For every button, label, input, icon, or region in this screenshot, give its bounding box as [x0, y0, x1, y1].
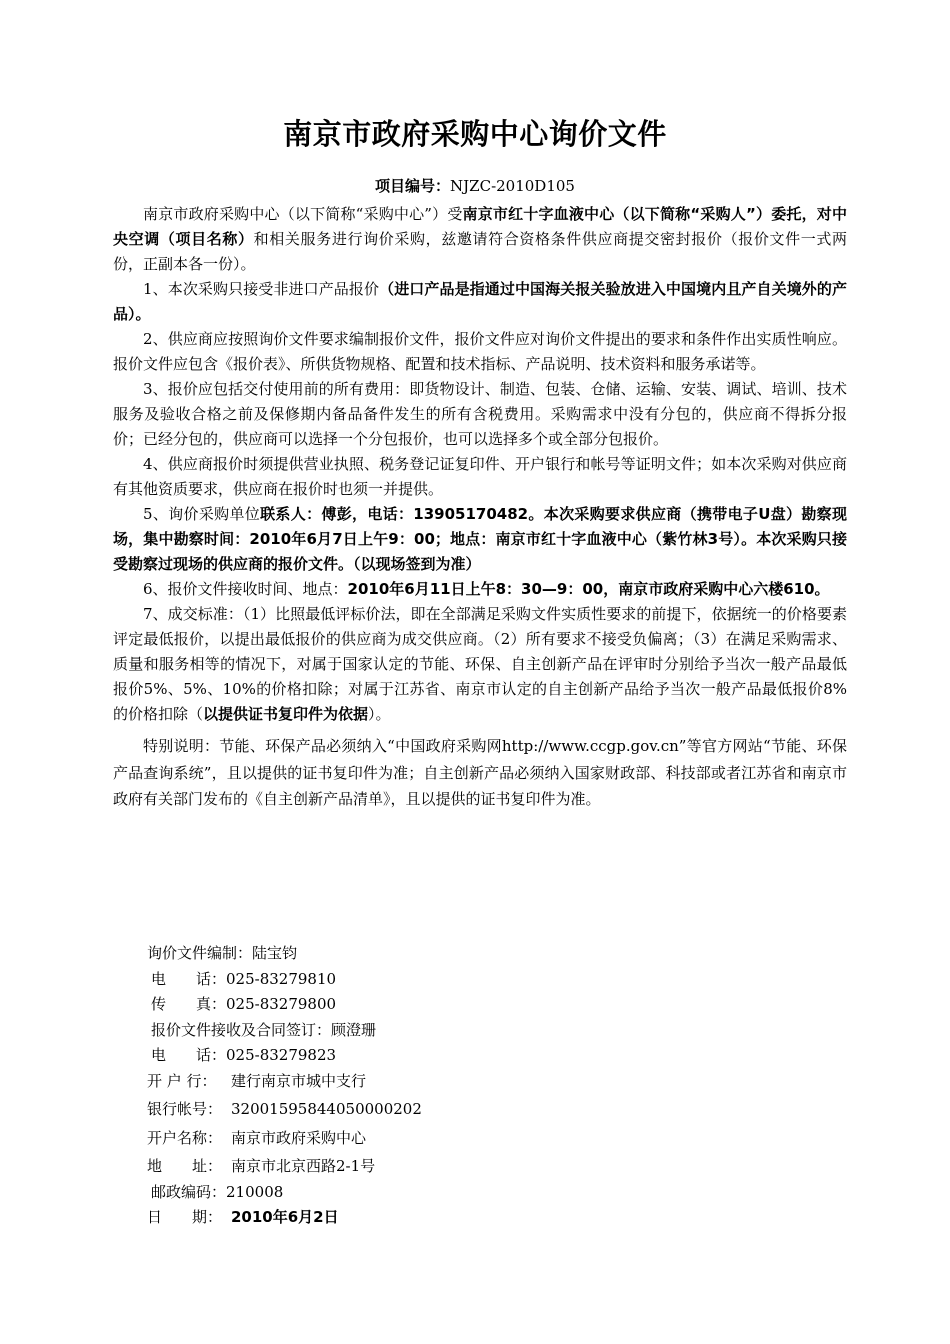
intro-text-1: 南京市政府采购中心（以下简称“采购中心”）受	[143, 205, 463, 223]
item-6	[113, 577, 847, 602]
item-1-bold: （进口产品是指通过中国海关报关验放进入中国境内且产自关境外的产品）。	[113, 280, 847, 323]
address-row	[147, 1155, 375, 1176]
phone1-label: 电 话：	[151, 970, 227, 988]
item-7	[113, 602, 847, 727]
phone2-label: 电 话：	[151, 1046, 227, 1064]
receiver-label: 报价文件接收及合同签订：	[151, 1021, 332, 1039]
receiver-value: 顾澄珊	[331, 1021, 377, 1039]
project-number-label: 项目编号：	[375, 177, 451, 195]
item-3: 3、报价应包括交付使用前的所有费用：即货物设计、制造、包装、仓储、运输、安装、调试、培训、技术服务及验收合格之前及保修期内备品备件发生的所有含税费用。采购需求中没有分包的，供应商不得拆分报价；已经分包的，供应商可以选择一个分包报价，也可以选择多个或全部分包报价。	[113, 380, 847, 448]
item-5-text: 5、询价采购单位	[143, 505, 261, 523]
phone2-row	[151, 1044, 336, 1065]
compiler-label: 询价文件编制：	[147, 944, 253, 962]
date-value: 2010年6月2日	[231, 1208, 339, 1226]
address-value: 南京市北京西路2-1号	[231, 1157, 376, 1175]
compiler-row	[147, 942, 297, 963]
intro-paragraph	[113, 202, 847, 277]
phone1-value: 025-83279810	[226, 970, 337, 988]
address-label: 地 址：	[147, 1157, 223, 1175]
account-row	[147, 1098, 422, 1119]
project-number	[0, 175, 950, 196]
phone1-row	[151, 968, 336, 989]
account-label: 银行帐号：	[147, 1100, 223, 1118]
item-4: 4、供应商报价时须提供营业执照、税务登记证复印件、开户银行和帐号等证明文件；如本次采购对供应商有其他资质要求，供应商在报价时也须一并提供。	[113, 455, 847, 498]
item-6-text: 6、报价文件接收时间、地点：	[143, 580, 348, 598]
bank-label: 开 户 行：	[147, 1072, 217, 1090]
bank-value: 建行南京市城中支行	[231, 1072, 367, 1090]
item-6-bold: 2010年6月11日上午8：30—9：00，南京市政府采购中心六楼610。	[347, 580, 830, 598]
phone2-value: 025-83279823	[226, 1046, 337, 1064]
item-1-text: 1、本次采购只接受非进口产品报价	[143, 280, 380, 298]
compiler-value: 陆宝钧	[252, 944, 298, 962]
item-7-bold: 以提供证书复印件为依据	[203, 705, 369, 723]
postcode-value: 210008	[226, 1183, 284, 1201]
special-note: 特别说明：节能、环保产品必须纳入“中国政府采购网http://www.ccgp.gov.cn”等官方网站“节能、环保产品查询系统”，且以提供的证书复印件为准；自主创新产品必须纳入国家财政部、科技部或者江苏省和南京市政府有关部门发布的《自主创新产品清单》，且以提供的证书复印件为准。	[113, 737, 847, 808]
item-7-text: 7、成交标准：（1）比照最低评标价法，即在全部满足采购文件实质性要求的前提下，依据统一的价格要素评定最低报价，以提出最低报价的供应商为成交供应商。（2）所有要求不接受负偏离；（3）在满足采购需求、质量和服务相等的情况下，对属于国家认定的节能、环保、自主创新产品在评审时分别给予当次一般产品最低报价5%、5%、10%的价格扣除；对属于江苏省、南京市认定的自主创新产品给予当次一般产品最低报价8%的价格扣除（	[113, 605, 847, 723]
project-number-value: NJZC-2010D105	[450, 177, 575, 195]
fax-row	[151, 993, 336, 1014]
document-body	[113, 202, 847, 813]
item-1	[113, 277, 847, 327]
account-name-label: 开户名称：	[147, 1129, 223, 1147]
date-value-wrap	[231, 1208, 339, 1226]
item-5	[113, 502, 847, 577]
account-name-value: 南京市政府采购中心	[231, 1129, 367, 1147]
item-7-text-2: ）。	[368, 705, 391, 723]
postcode-label: 邮政编码：	[151, 1183, 227, 1201]
date-row	[147, 1206, 339, 1227]
account-value: 32001595844050000202	[231, 1100, 422, 1118]
intro-text-2: 和相关服务进行询价采购，兹邀请符合资格条件供应商提交密封报价（报价文件一式两份，正副本各一份）。	[113, 230, 847, 273]
fax-label: 传 真：	[151, 995, 227, 1013]
receiver-row	[151, 1019, 376, 1040]
document-title: 南京市政府采购中心询价文件	[283, 117, 667, 151]
item-5-bold: 联系人：傅彭，电话：13905170482。本次采购要求供应商（携带电子U盘）勘察现场，集中勘察时间：2010年6月7日上午9：00；地点：南京市红十字血液中心（紫竹林3号）。本次采购只接受勘察过现场的供应商的报价文件。（以现场签到为准）	[113, 505, 847, 573]
date-label: 日 期：	[147, 1208, 223, 1226]
bank-row	[147, 1070, 366, 1091]
account-name-row	[147, 1127, 366, 1148]
fax-value: 025-83279800	[226, 995, 337, 1013]
postcode-row	[151, 1181, 283, 1202]
item-2: 2、供应商应按照询价文件要求编制报价文件，报价文件应对询价文件提出的要求和条件作出实质性响应。报价文件应包含《报价表》、所供货物规格、配置和技术指标、产品说明、技术资料和服务承诺等。	[113, 330, 847, 373]
intro-bold: 南京市红十字血液中心（以下简称“采购人”）委托，对中央空调（项目名称）	[113, 205, 847, 248]
